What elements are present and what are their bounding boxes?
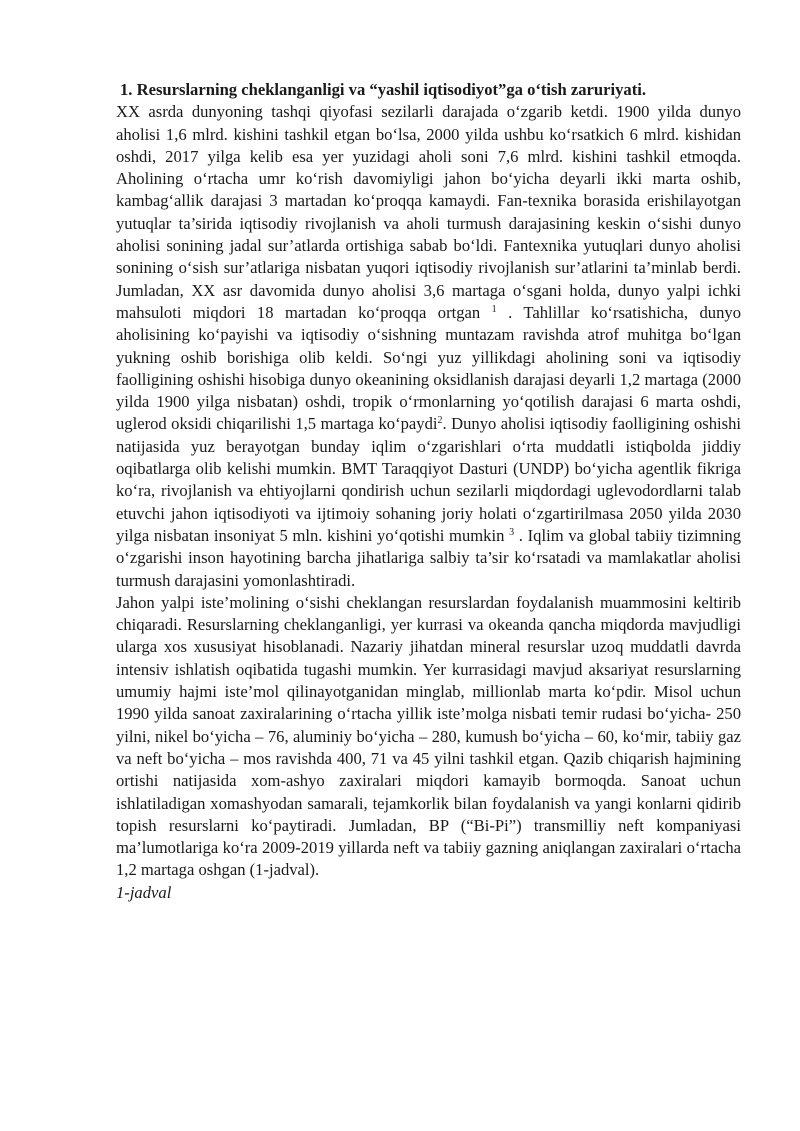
paragraph-1-text-a: XX asrda dunyoning tashqi qiyofasi sezilarli darajada o‘zgarib ketdi. 1900 yilda dunyo aholisi 1,6 mlrd. kishini tashkil etgan bo‘lsa, 2000 yilda ushbu ko‘rsatkich 6 mlrd. kishidan oshdi, 2017 yilga kelib esa yer yuzidagi aholi soni 7,6 mlrd. kishini tashkil etmoqda. Aholining o‘rtacha umr ko‘rish davomiyligi jahon bo‘yicha deyarli ikki marta oshib, kambag‘allik darajasi 3 martadan ko‘proqqa kamaydi. Fan-texnika borasida erishilayotgan yutuqlar ta’sirida iqtisodiy rivojlanish va aholi turmush darajasining keskin o‘sishi dunyo aholisi sonining jadal sur’atlarda ortishiga sabab bo‘ldi. Fantexnika yutuqlari dunyo aholisi sonining o‘sish sur’atlariga nisbatan yuqori iqtisodiy rivojlanish sur’atlarini ta’minlab berdi. Jumladan, XX asr davomida dunyo aholisi 3,6 martaga o‘sgani holda, dunyo yalpi ichki mahsuloti miqdori 18 martadan ko‘proqqa ortgan <box>116 102 741 322</box>
footnote-ref-1[interactable]: 1 <box>491 303 497 315</box>
paragraph-2: Jahon yalpi iste’molining o‘sishi cheklangan resurslardan foydalanish muammosini keltirib chiqaradi. Resurslarning cheklanganligi, yer kurrasi va okeanda qancha miqdorda mavjudligi ularga xos xususiyat hisoblanadi. Nazariy jihatdan mineral resurslar uzoq muddatli davrda intensiv ishlatish oqibatida tugashi mumkin. Yer kurrasidagi mavjud aksariyat resurslarning umumiy hajmi iste’mol qilinayotganidan minglab, millionlab marta ko‘pdir. Misol uchun 1990 yilda sanoat zaxiralarining o‘rtacha yillik iste’molga nisbati temir rudasi bo‘yicha- 250 yilni, nikel bo‘yicha – 76, aluminiy bo‘yicha – 280, kumush bo‘yicha – 60, ko‘mir, tabiiy gaz va neft bo‘yicha – mos ravishda 400, 71 va 45 yilni tashkil etgan. Qazib chiqarish hajmining ortishi natijasida xom-ashyo zaxiralari miqdori kamayib bormoqda. Sanoat uchun ishlatiladigan xomashyodan samarali, tejamkorlik bilan foydalanish va yangi konlarni qidirib topish resurslarni ko‘paytiradi. Jumladan, BP (“Bi-Pi”) transmilliy neft kompaniyasi ma’lumotlariga ko‘ra 2009-2019 yillarda neft va tabiiy gazning aniqlangan zaxiralari o‘rtacha 1,2 martaga oshgan (1-jadval). <box>116 592 741 880</box>
document-page <box>116 79 741 904</box>
footnote-ref-2[interactable]: 2 <box>437 415 443 427</box>
paragraph-1-text-b: . Tahlillar ko‘rsatishicha, dunyo aholisining ko‘payishi va iqtisodiy o‘sishning muntazam ravishda atrof muhitga bo‘lgan yukning oshib borishiga olib keldi. So‘ngi yuz yillikdagi aholining soni va iqtisodiy faolligining oshishi hisobiga dunyo okeanining oksidlanish darajasi deyarli 1,2 martaga (2000 yilda 1900 yilga nisbatan) oshdi, tropik o‘rmonlarning yo‘qotilish darajasi 6 marta oshdi, uglerod oksidi chiqarilishi 1,5 martaga ko‘paydi <box>116 302 741 434</box>
paragraph-1-text-d: . Iqlim va global tabiiy tizimning o‘zgarishi inson hayotining barcha jihatlariga salbiy ta’sir ko‘rsatadi va mamlakatlar aholisi turmush darajasini yomonlashtiradi. <box>116 525 741 590</box>
table-caption: 1-jadval <box>116 882 172 902</box>
footnote-ref-3[interactable]: 3 <box>509 526 515 538</box>
paragraph-1-text-c: . Dunyo aholisi iqtisodiy faolligining oshishi natijasida yuz berayotgan bunday iqlim o‘zgarishlari o‘rta muddatli istiqbolda jiddiy oqibatlarga olib kelishi mumkin. BMT Taraqqiyot Dasturi (UNDP) bo‘yicha agentlik fikriga ko‘ra, rivojlanish va ehtiyojlarni qondirish uchun sezilarli miqdordagi uglevodordlarni talab etuvchi jahon iqtisodiyoti va ijtimoiy sohaning joriy holati o‘zgartirilmasa 2050 yilda 2030 yilga nisbatan insoniyat 5 mln. kishini yo‘qotishi mumkin <box>116 414 741 545</box>
section-heading: 1. Resurslarning cheklanganligi va “yashil iqtisodiyot”ga o‘tish zaruriyati. <box>120 80 646 99</box>
paragraph-1 <box>116 101 741 592</box>
